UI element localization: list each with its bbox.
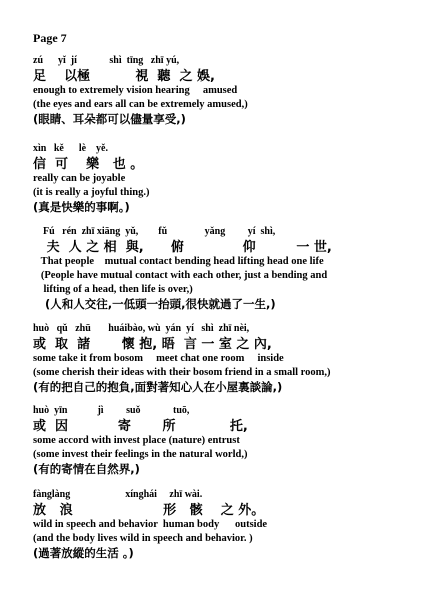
chinese-explanation-line: (真是快樂的事啊。) [33, 200, 130, 214]
english-translation-line: (People have mutual contact with each other, just a bending and [33, 270, 328, 281]
verse-block-4 [33, 324, 413, 398]
chinese-text-line: 夫 人 之 相 與, 俯 仰 一 世, [33, 240, 332, 255]
pinyin-line: huò yīn jì suǒ tuō, [33, 405, 190, 416]
english-translation-line: (some cherish their ideas with their bosom friend in a small room,) [33, 367, 331, 378]
english-translation-line: (it is really a joyful thing.) [33, 187, 150, 198]
verse-block-3 [33, 227, 413, 315]
chinese-explanation-line: (過著放縱的生活 。) [33, 546, 134, 560]
english-translation-line: (and the body lives wild in speech and behavior. ) [33, 533, 253, 544]
english-gloss-line: some take it from bosom meet chat one room inside [33, 353, 284, 364]
english-gloss-line: enough to extremely vision hearing amused [33, 85, 238, 96]
english-gloss-line: some accord with invest place (nature) entrust [33, 435, 240, 446]
english-gloss-line: That people mutual contact bending head lifting head one life [33, 256, 324, 267]
english-gloss-line: really can be joyable [33, 173, 126, 184]
pinyin-line: Fú rén zhī xiāng yǔ, fǔ yǎng yí shì, [33, 226, 276, 237]
chinese-text-line: 足 以極 視 聽 之 娛, [33, 69, 215, 84]
chinese-explanation-line: (人和人交往,一低頭一抬頭,很快就過了一生,) [33, 297, 276, 311]
english-gloss-line: wild in speech and behavior human body outside [33, 519, 268, 530]
chinese-text-line: 或 因 寄 所 托, [33, 419, 248, 434]
english-translation-line: (the eyes and ears all can be extremely amused,) [33, 99, 248, 110]
pinyin-line: zú yǐ jí shì tīng zhī yú, [33, 55, 180, 66]
english-translation-line-cont: lifting of a head, then life is over,) [33, 284, 193, 295]
pinyin-line: huò qǔ zhū huáibào, wù yán yí shì zhī nèi, [33, 323, 250, 334]
verse-block-2 [33, 144, 413, 218]
chinese-text-line: 或 取 諸 懷 抱, 晤 言 一 室 之 內, [33, 337, 272, 352]
verse-block-1 [33, 56, 413, 130]
pinyin-line: xìn kě lè yě. [33, 143, 108, 154]
chinese-explanation-line: (眼睛、耳朵都可以儘量享受,) [33, 112, 186, 126]
page-label: Page 7 [33, 31, 67, 45]
chinese-explanation-line: (有的把自己的抱負,面對著知心人在小屋裏談論,) [33, 380, 283, 394]
verse-block-5 [33, 406, 413, 480]
pinyin-line: fànglàng xínghái zhī wài. [33, 489, 203, 500]
verse-block-6 [33, 490, 413, 564]
chinese-explanation-line: (有的寄情在自然界,) [33, 462, 140, 476]
chinese-text-line: 放 浪 形 骸 之 外。 [33, 503, 265, 518]
chinese-text-line: 信 可 樂 也 。 [33, 157, 144, 172]
english-translation-line: (some invest their feelings in the natural world,) [33, 449, 248, 460]
